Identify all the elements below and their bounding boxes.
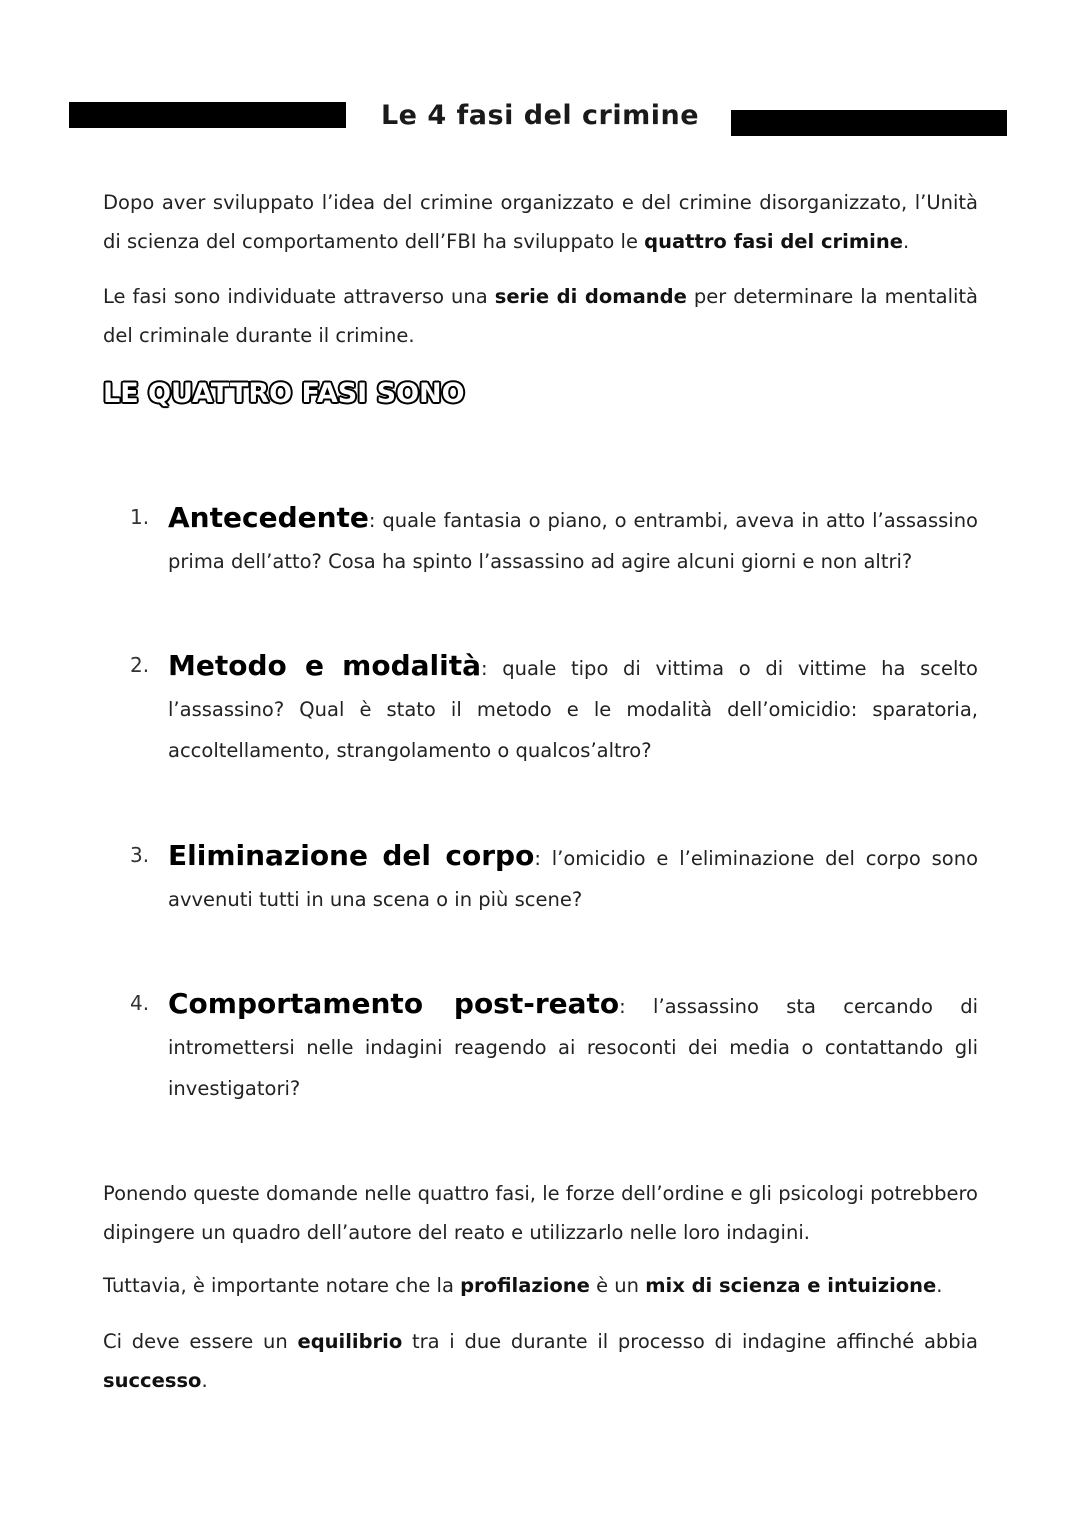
conclusion-p3-text-a: Ci deve essere un [103,1330,298,1353]
phase-term: Eliminazione del corpo [168,839,535,872]
conclusion-p3-text-b: tra i due durante il processo di indagine affinché abbia [402,1330,979,1353]
conclusion-p2-text-c: . [936,1274,943,1297]
conclusion-p2-text-a: Tuttavia, è importante notare che la [103,1274,461,1297]
intro-paragraph-2 [103,277,978,355]
conclusion-p2-bold-1: profilazione [460,1274,590,1297]
conclusion-p2-bold-2: mix di scienza e intuizione [645,1274,937,1297]
phase-term: Comportamento post-reato [168,987,620,1020]
conclusion-p2-text-b: è un [589,1274,646,1297]
phase-item-2 [130,645,978,771]
phase-description: : l’omicidio e l’eliminazione del corpo sono avvenuti tutti in una scena o in più scene? [168,847,978,911]
intro-paragraph-1 [103,183,978,261]
conclusion-paragraph-2 [103,1266,978,1305]
page-title: Le 4 fasi del crimine [380,100,700,131]
conclusion-paragraph-1: Ponendo queste domande nelle quattro fasi, le forze dell’ordine e gli psicologi potrebbero dipingere un quadro dell’autore del reato e utilizzarlo nelle loro indagini. [103,1182,978,1244]
phase-description: : quale tipo di vittima o di vittime ha scelto l’assassino? Qual è stato il metodo e le modalità dell’omicidio: sparatoria, accoltellamento, strangolamento o qualcos’altro? [168,657,978,762]
section-heading: LE QUATTRO FASI SONO [103,378,465,409]
phase-description: : quale fantasia o piano, o entrambi, aveva in atto l’assassino prima dell’atto? Cosa ha spinto l’assassino ad agire alcuni giorni e non altri? [168,509,978,573]
intro-p1-text-a: Dopo aver sviluppato l’idea del crimine organizzato e del crimine disorganizzato, l’Unità di scienza del comportamento dell’FBI ha sviluppato le [103,191,978,253]
phase-item-1 [130,497,978,582]
phase-number: 3. [130,843,150,867]
intro-p1-text-b: . [902,230,910,253]
redaction-bar-left [69,102,346,128]
conclusion-p3-text-c: . [201,1369,208,1392]
phase-term: Metodo e modalità [168,649,481,682]
phase-number: 1. [130,505,150,529]
intro-p2-text-b: per determinare la mentalità del criminale durante il crimine. [103,285,978,347]
phase-item-3 [130,835,978,920]
phase-term: Antecedente [168,501,369,534]
intro-p2-text-a: Le fasi sono individuate attraverso una [103,285,495,308]
intro-p1-bold: quattro fasi del crimine [644,230,903,253]
intro-p2-bold: serie di domande [494,285,687,308]
phase-number: 2. [130,653,150,677]
phase-item-4 [130,983,978,1109]
conclusion-paragraph-3 [103,1322,978,1400]
phase-description: : l’assassino sta cercando di intromettersi nelle indagini reagendo ai resoconti dei media o contattando gli investigatori? [168,995,979,1100]
redaction-bar-right [731,110,1007,136]
phase-number: 4. [130,991,150,1015]
conclusion-p3-bold-1: equilibrio [297,1330,403,1353]
conclusion-p3-bold-2: successo [103,1369,202,1392]
